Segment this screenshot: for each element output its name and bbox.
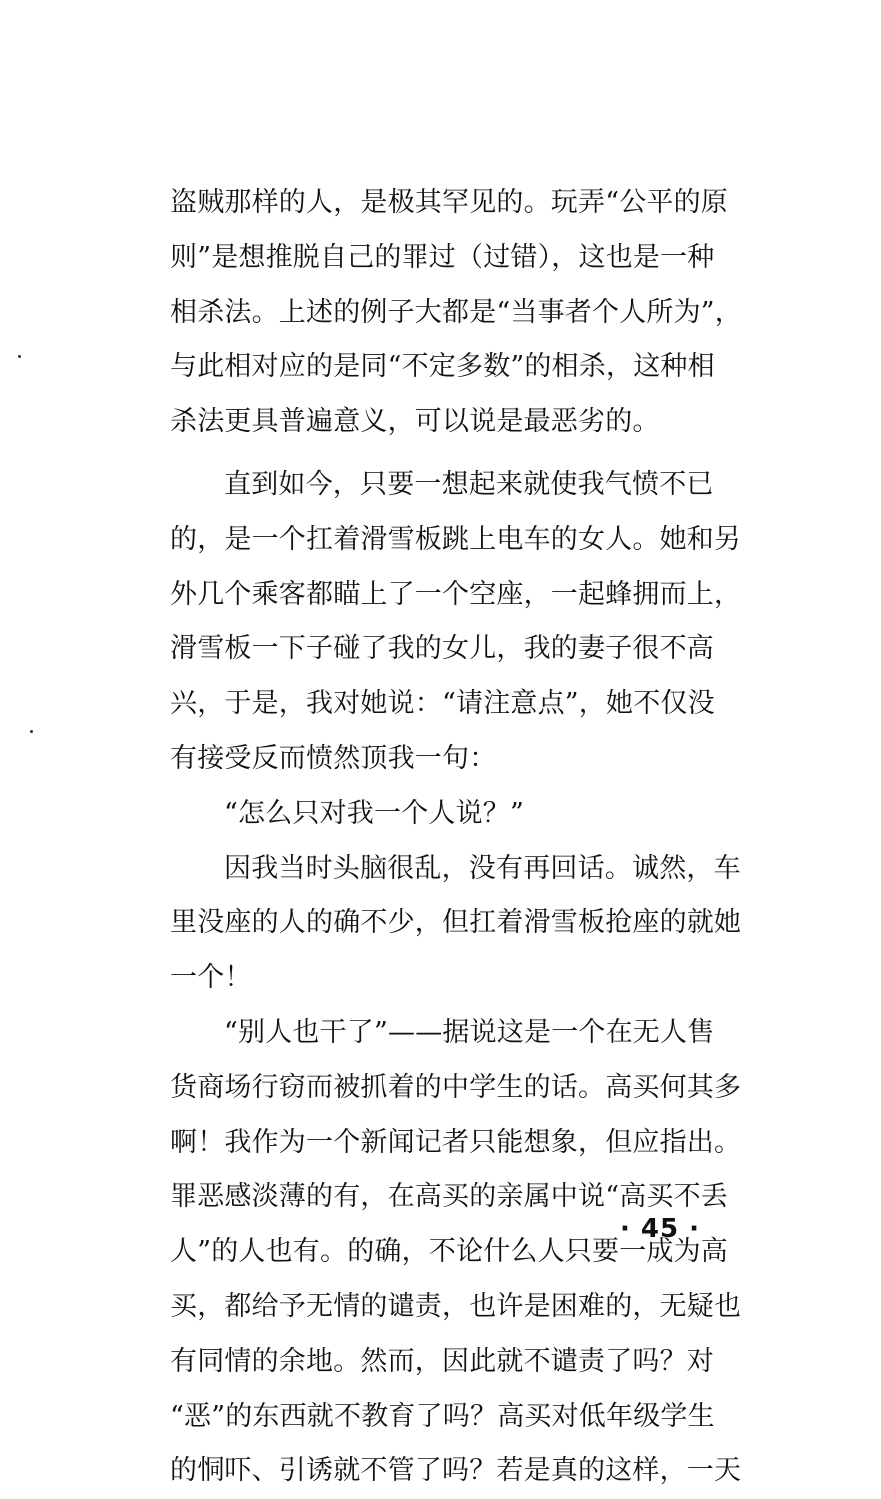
text-line: 与此相对应的是同“不定多数”的相杀，这种相 — [170, 351, 715, 383]
text-line: 人”的人也有。的确，不论什么人只要一成为高 — [170, 1236, 729, 1268]
text-line: 一个！ — [170, 962, 252, 994]
scan-speck — [18, 355, 21, 358]
body-text — [170, 176, 765, 1499]
page-number: · 45 · — [620, 1214, 701, 1244]
text-line: 相杀法。上述的例子大都是“当事者个人所为”， — [170, 296, 743, 328]
text-line: 有同情的余地。然而，因此就不谴责了吗？对 — [170, 1345, 714, 1377]
text-line: 因我当时头脑很乱，没有再回话。诚然，车 — [224, 852, 741, 884]
text-line: 的，是一个扛着滑雪板跳上电车的女人。她和另 — [170, 523, 742, 555]
text-line: 货商场行窃而被抓着的中学生的话。高买何其多 — [170, 1071, 742, 1103]
text-line: 啊！我作为一个新闻记者只能想象，但应指出。 — [170, 1126, 742, 1158]
text-line: 罪恶感淡薄的有，在高买的亲属中说“高买不丢 — [170, 1181, 729, 1213]
text-line: 滑雪板一下子碰了我的女儿，我的妻子很不高 — [170, 633, 714, 665]
text-line: 里没座的人的确不少，但扛着滑雪板抢座的就她 — [170, 907, 742, 939]
text-line: 盗贼那样的人，是极其罕见的。玩弄“公平的原 — [170, 187, 729, 218]
text-line: “恶”的东西就不教育了吗？高买对低年级学生 — [170, 1400, 715, 1432]
text-line: “别人也干了”——据说这是一个在无人售 — [224, 1016, 715, 1048]
text-line: 兴，于是，我对她说：“请注意点”，她不仅没 — [170, 688, 715, 720]
text-line: 直到如今，只要一想起来就使我气愤不已 — [224, 468, 714, 500]
text-line: 有接受反而愤然顶我一句： — [170, 742, 497, 774]
text-line: 的恫吓、引诱就不管了吗？若是真的这样，一天 — [170, 1455, 742, 1487]
quote-line: “怎么只对我一个人说？” — [224, 797, 525, 829]
text-line: 外几个乘客都瞄上了一个空座，一起蜂拥而上， — [170, 578, 742, 610]
text-line: 杀法更具普遍意义，可以说是最恶劣的。 — [170, 406, 660, 438]
text-line: 则”是想推脱自己的罪过（过错），这也是一种 — [170, 241, 715, 273]
scan-speck — [30, 730, 33, 733]
text-line: 买，都给予无情的谴责，也许是困难的，无疑也 — [170, 1290, 742, 1322]
